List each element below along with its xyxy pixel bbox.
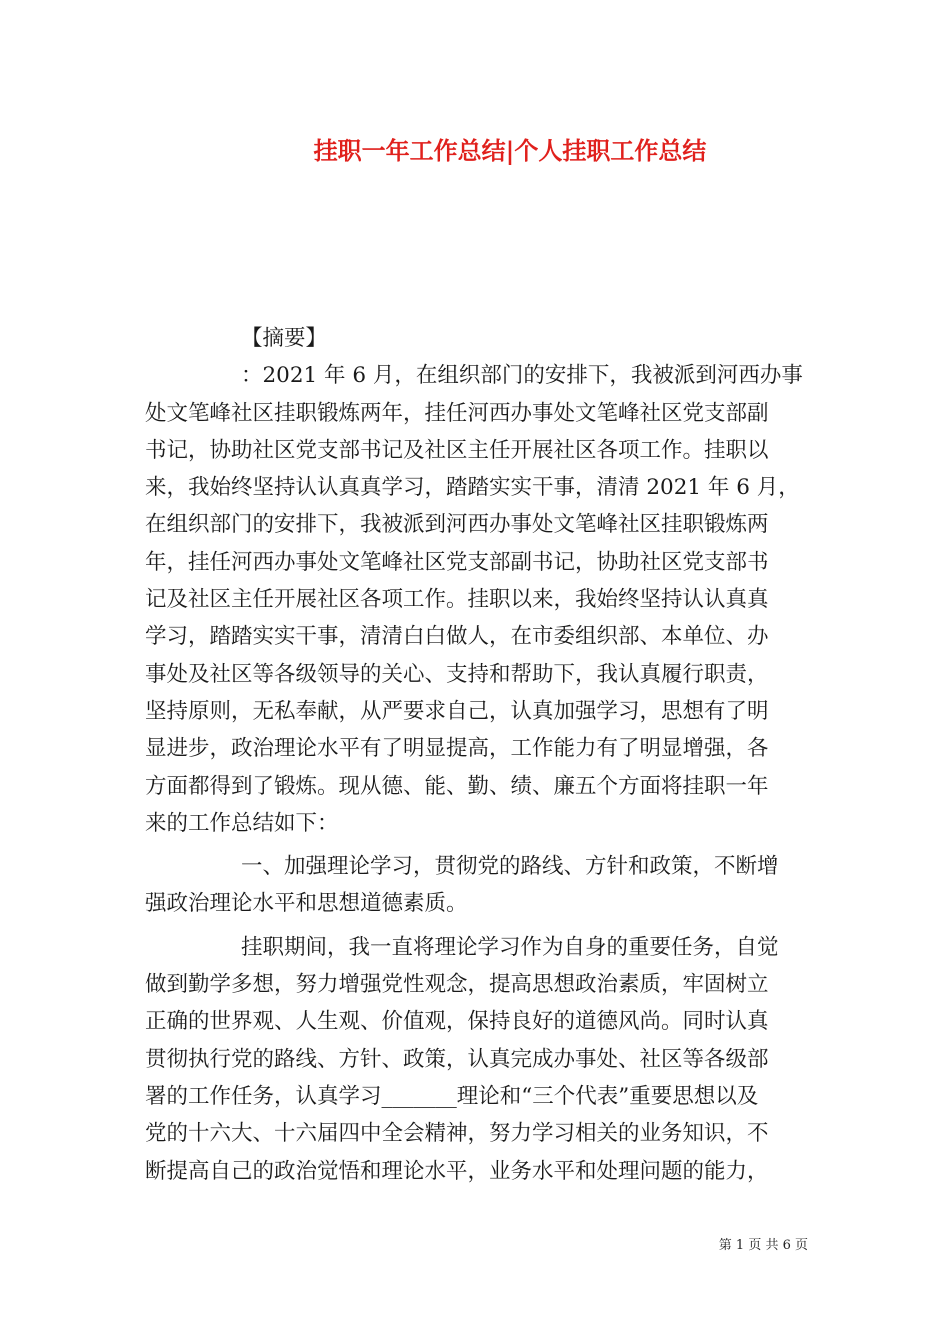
section-heading: 一、加强理论学习，贯彻党的路线、方针和政策，不断增 — [241, 854, 779, 880]
text-line: 断提高自己的政治觉悟和理论水平，业务水平和处理问题的能力， — [145, 1158, 769, 1184]
page-number: 第 1 页 共 6 页 — [718, 1238, 808, 1253]
text-line: 书记，协助社区党支部书记及社区主任开展社区各项工作。挂职以 — [145, 437, 769, 463]
text-line: 方面都得到了锻炼。现从德、能、勤、绩、廉五个方面将挂职一年 — [145, 773, 769, 799]
summary-label: 【摘要】 — [241, 326, 328, 351]
text-line: 来的工作总结如下： — [145, 810, 339, 836]
text-line: 正确的世界观、人生观、价值观，保持良好的道德风尚。同时认真 — [145, 1009, 769, 1035]
text-line: 挂职期间，我一直将理论学习作为自身的重要任务，自觉 — [241, 934, 779, 960]
text-line: 做到勤学多想，努力增强党性观念，提高思想政治素质，牢固树立 — [145, 972, 769, 998]
section-heading-cont: 强政治理论水平和思想道德素质。 — [145, 891, 468, 917]
text-line: 党的十六大、十六届四中全会精神，努力学习相关的业务知识，不 — [145, 1121, 769, 1147]
document-title: 挂职一年工作总结|个人挂职工作总结 — [313, 136, 707, 165]
text-line: 事处及社区等各级领导的关心、支持和帮助下，我认真履行职责， — [145, 661, 769, 687]
document-body — [145, 320, 807, 1190]
text-line: 记及社区主任开展社区各项工作。挂职以来，我始终坚持认认真真 — [145, 587, 769, 613]
text-line: 学习，踏踏实实干事，清清白白做人，在市委组织部、本单位、办 — [145, 624, 769, 650]
text-line: 来，我始终坚持认认真真学习，踏踏实实干事，清清 2021 年 6 月， — [145, 475, 800, 501]
text-line: 贯彻执行党的路线、方针、政策，认真完成办事处、社区等各级部 — [145, 1046, 769, 1072]
text-line: 显进步，政治理论水平有了明显提高，工作能力有了明显增强，各 — [145, 736, 769, 762]
text-line: ：2021 年 6 月，在组织部门的安排下，我被派到河西办事 — [241, 363, 803, 389]
text-line: 在组织部门的安排下，我被派到河西办事处文笔峰社区挂职锻炼两 — [145, 512, 769, 538]
text-line: 处文笔峰社区挂职锻炼两年，挂任河西办事处文笔峰社区党支部副 — [145, 400, 769, 426]
text-line: 年，挂任河西办事处文笔峰社区党支部副书记，协助社区党支部书 — [145, 549, 769, 575]
text-line: 坚持原则，无私奉献，从严要求自己，认真加强学习，思想有了明 — [145, 698, 769, 724]
text-line: 署的工作任务，认真学习_______理论和“三个代表”重要思想以及 — [145, 1083, 759, 1109]
